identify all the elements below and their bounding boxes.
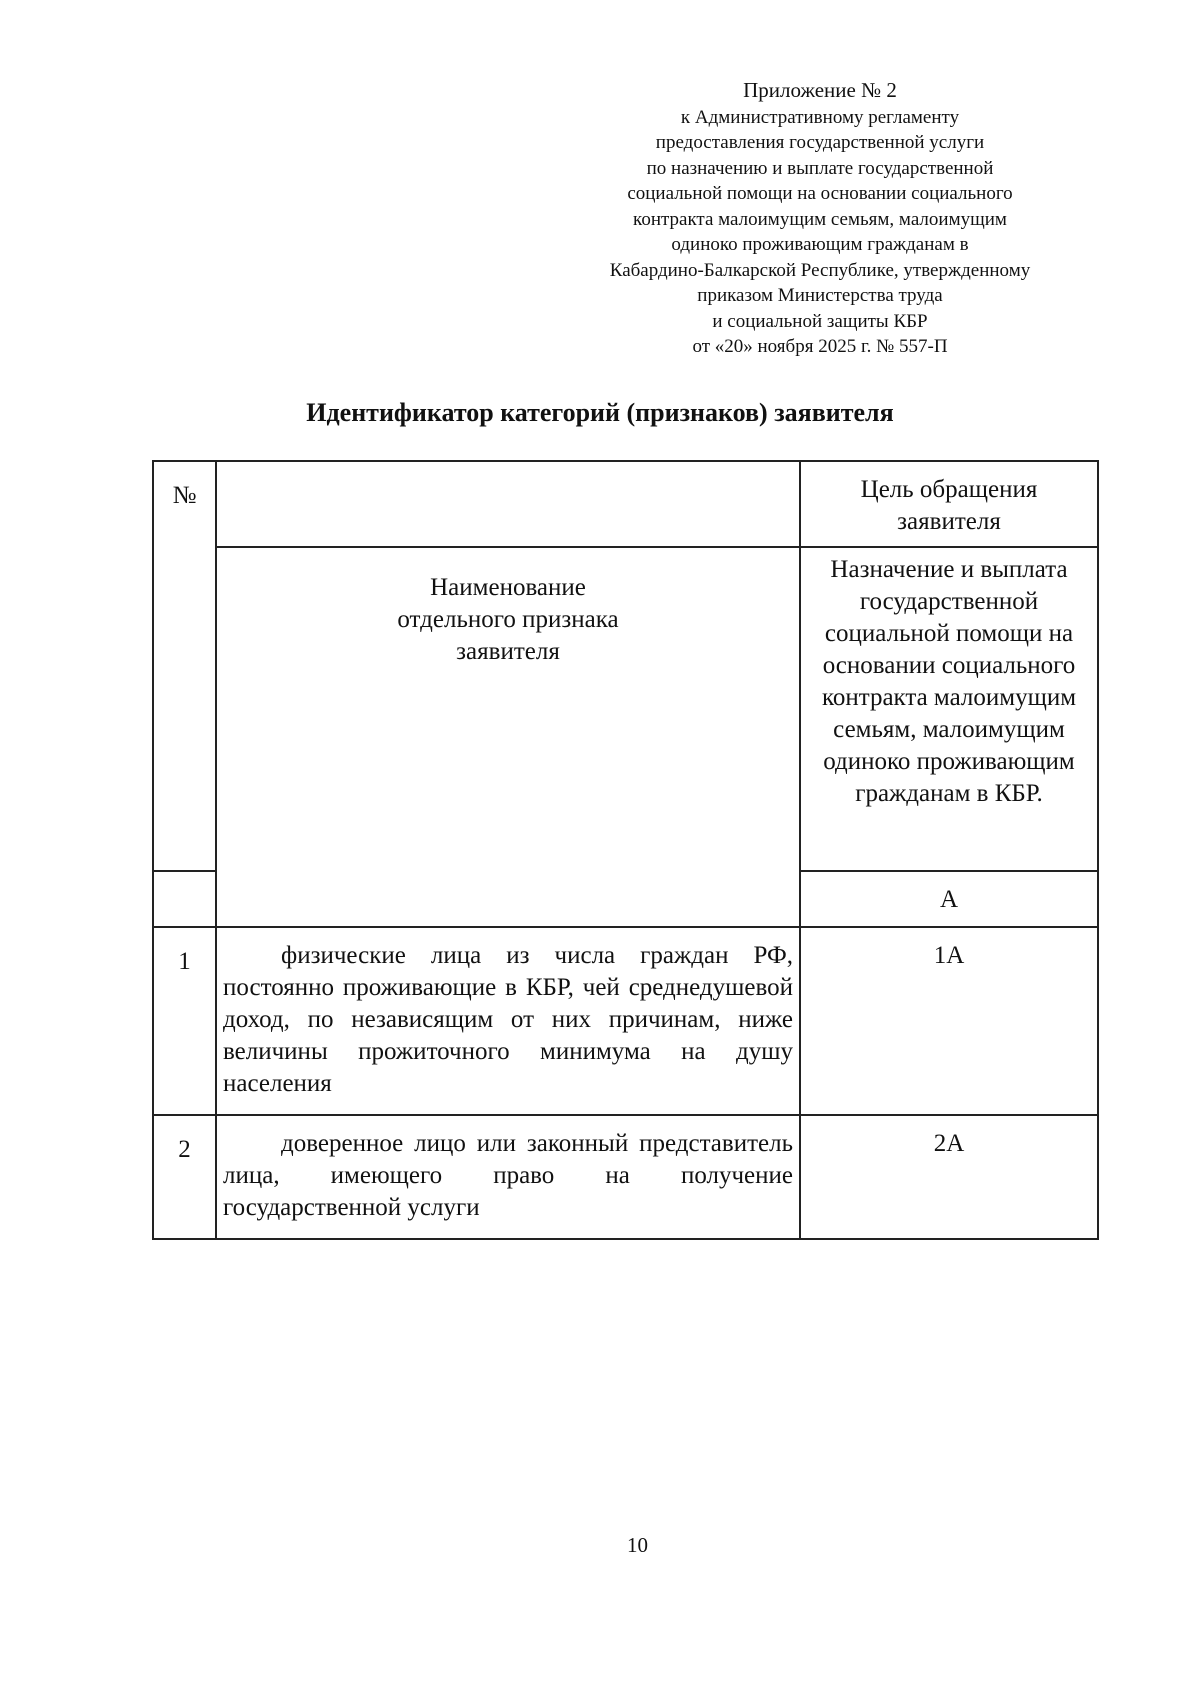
table-header-row [153,461,1098,547]
appendix-line: контракта малоимущим семьям, малоимущим [633,208,1007,230]
row-text-cell [216,927,800,1115]
appendix-line: приказом Министерства труда [697,285,943,306]
header-num: № [172,482,197,509]
appendix-line: и социальной защиты КБР [712,310,928,332]
row-value: 2А [933,1130,965,1157]
page-number: 10 [627,1533,648,1557]
header-empty-cell [216,461,800,547]
header-num-cell [153,461,216,871]
table-row [153,1115,1098,1239]
row-text-cell [216,1115,800,1239]
document-title: Идентификатор категорий (признаков) заявителя [306,398,894,427]
row-num-cell [153,927,216,1115]
name-header-line: отдельного признака [397,606,619,633]
appendix-line: социальной помощи на основании социального [627,183,1013,204]
goal-description-line: государственной [859,588,1039,615]
header-goal-cell [800,461,1098,547]
row-value-cell [800,1115,1098,1239]
appendix-line: Кабардино-Балкарской Республике, утвержденному [609,259,1031,281]
empty-num-cell [153,871,216,927]
goal-description-line: основании социального [822,652,1076,679]
table-subheader-row [153,547,1098,871]
name-header-line: Наименование [430,574,586,601]
name-header-cell [216,547,800,927]
name-header-line: заявителя [456,638,560,665]
appendix-line: по назначению и выплате государственной [646,157,994,179]
goal-description-line: гражданам в КБР. [855,780,1043,807]
goal-description-line: семьям, малоимущим [833,716,1065,743]
appendix-line: одиноко проживающим гражданам в [671,234,969,255]
row-text: физические лица из числа граждан РФ, постоянно проживающие в КБР, чей среднедушевой доход, по независящим от них причинам, ниже величины прожиточного минимума на душу населения [223,942,793,1097]
appendix-line: предоставления государственной услуги [655,132,985,153]
header-goal-line: Цель обращения [860,476,1038,503]
table-row [153,927,1098,1115]
row-value-cell [800,927,1098,1115]
appendix-header [560,78,1080,360]
identifier-table [152,460,1099,1240]
goal-description-cell [800,547,1098,871]
row-text: доверенное лицо или законный представитель лица, имеющего право на получение государственной услуги [223,1130,793,1221]
appendix-line: от «20» ноября 2025 г. № 557-П [692,336,948,357]
appendix-line: к Административному регламенту [680,106,960,128]
appendix-line: Приложение № 2 [743,78,897,102]
header-goal-line: заявителя [897,508,1001,535]
row-num: 1 [178,948,191,975]
goal-code: А [939,885,959,913]
row-num: 2 [178,1136,191,1163]
goal-description-line: одиноко проживающим [823,748,1075,775]
row-num-cell [153,1115,216,1239]
goal-description-line: Назначение и выплата [830,556,1068,583]
goal-description-line: социальной помощи на [824,620,1074,647]
goal-description-line: контракта малоимущим [821,684,1077,711]
goal-code-cell [800,871,1098,927]
row-value: 1А [933,942,965,969]
